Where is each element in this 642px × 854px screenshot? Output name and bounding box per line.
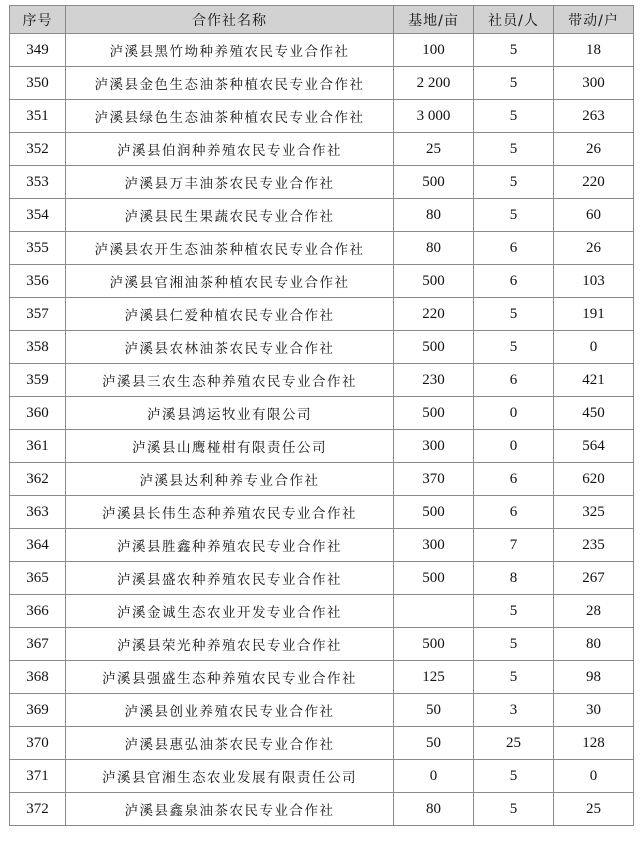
cell-households-driven: 450 <box>554 397 634 430</box>
cell-serial-number: 351 <box>10 100 66 133</box>
cell-members: 5 <box>474 595 554 628</box>
table-row <box>10 34 634 67</box>
cell-members: 5 <box>474 661 554 694</box>
cell-members: 5 <box>474 133 554 166</box>
cell-members: 6 <box>474 496 554 529</box>
cell-serial-number: 365 <box>10 562 66 595</box>
cell-members: 7 <box>474 529 554 562</box>
cell-cooperative-name: 泸溪县农林油茶农民专业合作社 <box>66 331 394 364</box>
table-header <box>10 6 634 34</box>
cell-members: 5 <box>474 34 554 67</box>
cell-serial-number: 372 <box>10 793 66 826</box>
cell-cooperative-name: 泸溪县鸿运牧业有限公司 <box>66 397 394 430</box>
cell-members: 0 <box>474 430 554 463</box>
cell-members: 5 <box>474 298 554 331</box>
cell-base-area: 500 <box>394 265 474 298</box>
cell-members: 5 <box>474 199 554 232</box>
cell-households-driven: 564 <box>554 430 634 463</box>
cell-base-area: 500 <box>394 628 474 661</box>
cell-members: 3 <box>474 694 554 727</box>
cell-base-area: 80 <box>394 199 474 232</box>
cell-cooperative-name: 泸溪县伯润种养殖农民专业合作社 <box>66 133 394 166</box>
cell-cooperative-name: 泸溪县万丰油茶农民专业合作社 <box>66 166 394 199</box>
cell-members: 25 <box>474 727 554 760</box>
table-row <box>10 232 634 265</box>
table-row <box>10 67 634 100</box>
cell-cooperative-name: 泸溪县山鹰椪柑有限责任公司 <box>66 430 394 463</box>
cell-cooperative-name: 泸溪县官湘生态农业发展有限责任公司 <box>66 760 394 793</box>
cell-households-driven: 235 <box>554 529 634 562</box>
header-cooperative-name: 合作社名称 <box>66 6 394 34</box>
cell-base-area: 500 <box>394 562 474 595</box>
cell-base-area: 100 <box>394 34 474 67</box>
cell-cooperative-name: 泸溪县农开生态油茶种植农民专业合作社 <box>66 232 394 265</box>
cell-cooperative-name: 泸溪县绿色生态油茶种植农民专业合作社 <box>66 100 394 133</box>
cell-serial-number: 357 <box>10 298 66 331</box>
header-members: 社员/人 <box>474 6 554 34</box>
table-row <box>10 628 634 661</box>
cell-cooperative-name: 泸溪县盛农种养殖农民专业合作社 <box>66 562 394 595</box>
cell-households-driven: 421 <box>554 364 634 397</box>
cell-members: 5 <box>474 100 554 133</box>
cell-serial-number: 362 <box>10 463 66 496</box>
cell-cooperative-name: 泸溪县鑫泉油茶农民专业合作社 <box>66 793 394 826</box>
table-row <box>10 331 634 364</box>
cell-households-driven: 26 <box>554 133 634 166</box>
table-row <box>10 793 634 826</box>
cell-base-area: 300 <box>394 529 474 562</box>
table-row <box>10 529 634 562</box>
table-row <box>10 661 634 694</box>
cell-households-driven: 128 <box>554 727 634 760</box>
cell-base-area: 80 <box>394 232 474 265</box>
cell-households-driven: 60 <box>554 199 634 232</box>
table-row <box>10 199 634 232</box>
cell-households-driven: 267 <box>554 562 634 595</box>
cell-base-area: 500 <box>394 331 474 364</box>
table-body <box>10 34 634 826</box>
cell-households-driven: 220 <box>554 166 634 199</box>
cell-base-area: 2 200 <box>394 67 474 100</box>
table-row <box>10 100 634 133</box>
cell-members: 0 <box>474 397 554 430</box>
table-row <box>10 727 634 760</box>
table-row <box>10 397 634 430</box>
cell-base-area: 3 000 <box>394 100 474 133</box>
table-row <box>10 298 634 331</box>
cell-members: 6 <box>474 232 554 265</box>
cell-base-area <box>394 595 474 628</box>
cell-members: 8 <box>474 562 554 595</box>
table-row <box>10 166 634 199</box>
cell-base-area: 230 <box>394 364 474 397</box>
cell-cooperative-name: 泸溪县金色生态油茶种植农民专业合作社 <box>66 67 394 100</box>
header-serial-number: 序号 <box>10 6 66 34</box>
cell-serial-number: 354 <box>10 199 66 232</box>
cell-serial-number: 359 <box>10 364 66 397</box>
cell-serial-number: 364 <box>10 529 66 562</box>
cell-members: 5 <box>474 760 554 793</box>
cell-households-driven: 26 <box>554 232 634 265</box>
cell-serial-number: 366 <box>10 595 66 628</box>
header-row <box>10 6 634 34</box>
cell-households-driven: 98 <box>554 661 634 694</box>
cell-cooperative-name: 泸溪金诚生态农业开发专业合作社 <box>66 595 394 628</box>
cell-serial-number: 356 <box>10 265 66 298</box>
cell-cooperative-name: 泸溪县长伟生态种养殖农民专业合作社 <box>66 496 394 529</box>
cell-members: 5 <box>474 166 554 199</box>
table-row <box>10 760 634 793</box>
cell-cooperative-name: 泸溪县胜鑫种养殖农民专业合作社 <box>66 529 394 562</box>
table-row <box>10 265 634 298</box>
table-row <box>10 133 634 166</box>
cell-cooperative-name: 泸溪县创业养殖农民专业合作社 <box>66 694 394 727</box>
header-base-area: 基地/亩 <box>394 6 474 34</box>
cell-base-area: 25 <box>394 133 474 166</box>
cell-households-driven: 263 <box>554 100 634 133</box>
cell-serial-number: 352 <box>10 133 66 166</box>
cell-base-area: 300 <box>394 430 474 463</box>
cell-base-area: 370 <box>394 463 474 496</box>
cell-cooperative-name: 泸溪县三农生态种养殖农民专业合作社 <box>66 364 394 397</box>
cell-base-area: 80 <box>394 793 474 826</box>
cell-base-area: 500 <box>394 166 474 199</box>
cell-households-driven: 325 <box>554 496 634 529</box>
cell-base-area: 500 <box>394 397 474 430</box>
cell-cooperative-name: 泸溪县民生果蔬农民专业合作社 <box>66 199 394 232</box>
cell-households-driven: 0 <box>554 760 634 793</box>
table-row <box>10 595 634 628</box>
cell-base-area: 500 <box>394 496 474 529</box>
table-row <box>10 463 634 496</box>
cell-cooperative-name: 泸溪县荣光种养殖农民专业合作社 <box>66 628 394 661</box>
cell-base-area: 50 <box>394 694 474 727</box>
cell-members: 6 <box>474 463 554 496</box>
cell-cooperative-name: 泸溪县黑竹坳种养殖农民专业合作社 <box>66 34 394 67</box>
cell-serial-number: 371 <box>10 760 66 793</box>
cell-households-driven: 80 <box>554 628 634 661</box>
table-row <box>10 430 634 463</box>
cell-serial-number: 349 <box>10 34 66 67</box>
cell-serial-number: 355 <box>10 232 66 265</box>
cell-members: 5 <box>474 331 554 364</box>
table-row <box>10 364 634 397</box>
cell-serial-number: 358 <box>10 331 66 364</box>
cell-cooperative-name: 泸溪县官湘油茶种植农民专业合作社 <box>66 265 394 298</box>
cell-members: 5 <box>474 793 554 826</box>
cell-serial-number: 353 <box>10 166 66 199</box>
table-row <box>10 694 634 727</box>
cell-cooperative-name: 泸溪县达利种养专业合作社 <box>66 463 394 496</box>
cell-base-area: 0 <box>394 760 474 793</box>
cell-serial-number: 360 <box>10 397 66 430</box>
table-row <box>10 496 634 529</box>
cell-serial-number: 363 <box>10 496 66 529</box>
cell-members: 6 <box>474 364 554 397</box>
cell-households-driven: 191 <box>554 298 634 331</box>
cell-members: 6 <box>474 265 554 298</box>
cell-members: 5 <box>474 628 554 661</box>
cell-members: 5 <box>474 67 554 100</box>
cell-households-driven: 18 <box>554 34 634 67</box>
header-households-driven: 带动/户 <box>554 6 634 34</box>
cell-households-driven: 28 <box>554 595 634 628</box>
cell-cooperative-name: 泸溪县强盛生态种养殖农民专业合作社 <box>66 661 394 694</box>
cell-households-driven: 103 <box>554 265 634 298</box>
table-row <box>10 562 634 595</box>
cell-cooperative-name: 泸溪县惠弘油茶农民专业合作社 <box>66 727 394 760</box>
cell-serial-number: 368 <box>10 661 66 694</box>
cell-households-driven: 620 <box>554 463 634 496</box>
cell-serial-number: 369 <box>10 694 66 727</box>
cell-households-driven: 300 <box>554 67 634 100</box>
cell-households-driven: 30 <box>554 694 634 727</box>
cell-households-driven: 0 <box>554 331 634 364</box>
cell-households-driven: 25 <box>554 793 634 826</box>
cell-serial-number: 367 <box>10 628 66 661</box>
cell-serial-number: 361 <box>10 430 66 463</box>
cooperatives-table <box>9 5 634 826</box>
cell-serial-number: 370 <box>10 727 66 760</box>
cell-serial-number: 350 <box>10 67 66 100</box>
cell-cooperative-name: 泸溪县仁爱种植农民专业合作社 <box>66 298 394 331</box>
cell-base-area: 50 <box>394 727 474 760</box>
cell-base-area: 220 <box>394 298 474 331</box>
cell-base-area: 125 <box>394 661 474 694</box>
